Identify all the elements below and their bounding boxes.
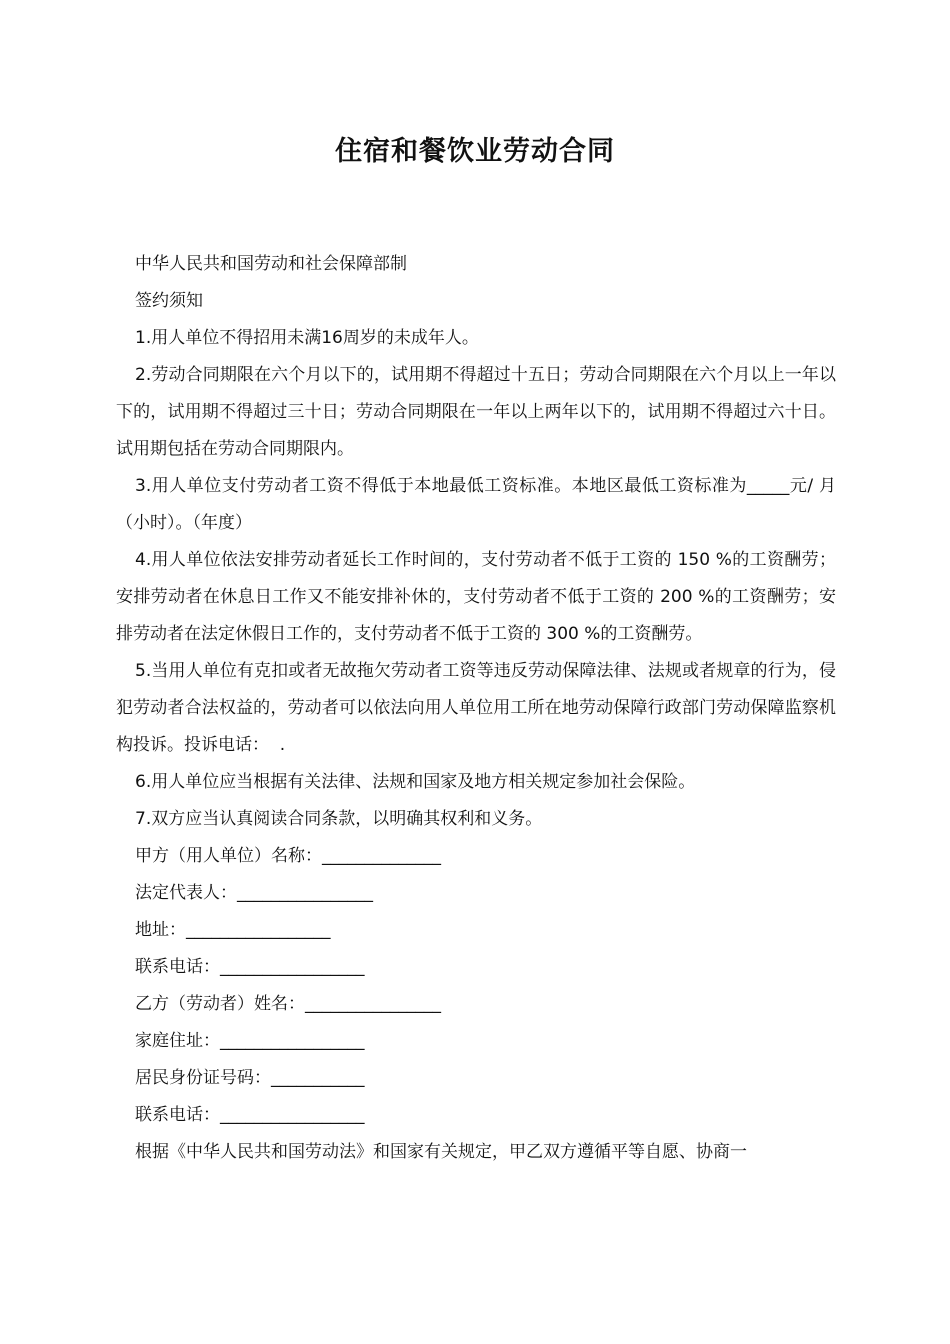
contract-preamble: 根据《中华人民共和国劳动法》和国家有关规定，甲乙双方遵循平等自愿、协商一 (135, 1142, 747, 1162)
notice-item-3: 3.用人单位支付劳动者工资不得低于本地最低工资标准。本地区最低工资标准为_____元/ 月（小时）。（年度） (116, 476, 836, 533)
document-body (116, 246, 836, 1171)
party-a-phone-field: 联系电话：_________________ (135, 957, 365, 977)
issuer-line: 中华人民共和国劳动和社会保障部制 (135, 254, 407, 274)
notice-item-4: 4.用人单位依法安排劳动者延长工作时间的，支付劳动者不低于工资的 150 %的工资酬劳；安排劳动者在休息日工作又不能安排补休的，支付劳动者不低于工资的 200 %的工资酬劳；安排劳动者在法定休假日工作的，支付劳动者不低于工资的 300 %的工资酬劳。 (116, 550, 836, 644)
notice-item-6: 6.用人单位应当根据有关法律、法规和国家及地方相关规定参加社会保险。 (135, 772, 696, 792)
party-b-phone-field: 联系电话：_________________ (135, 1105, 365, 1125)
notice-heading: 签约须知 (135, 291, 203, 311)
home-address-field: 家庭住址：_________________ (135, 1031, 365, 1051)
document-title: 住宿和餐饮业劳动合同 (335, 136, 615, 167)
notice-item-7: 7.双方应当认真阅读合同条款，以明确其权利和义务。 (135, 809, 543, 829)
legal-representative-field: 法定代表人：________________ (135, 883, 373, 903)
id-number-field: 居民身份证号码：___________ (135, 1068, 365, 1088)
notice-item-1: 1.用人单位不得招用未满16周岁的未成年人。 (135, 328, 479, 348)
party-b-name-field: 乙方（劳动者）姓名：________________ (135, 994, 441, 1014)
address-field: 地址：_________________ (135, 920, 331, 940)
notice-item-2: 2.劳动合同期限在六个月以下的，试用期不得超过十五日；劳动合同期限在六个月以上一年以下的，试用期不得超过三十日；劳动合同期限在一年以上两年以下的，试用期不得超过六十日。试用期包括在劳动合同期限内。 (116, 365, 836, 459)
notice-item-5: 5.当用人单位有克扣或者无故拖欠劳动者工资等违反劳动保障法律、法规或者规章的行为，侵犯劳动者合法权益的，劳动者可以依法向用人单位用工所在地劳动保障行政部门劳动保障监察机构投诉。投诉电话： . (116, 661, 836, 755)
party-a-name-field: 甲方（用人单位）名称：______________ (135, 846, 441, 866)
